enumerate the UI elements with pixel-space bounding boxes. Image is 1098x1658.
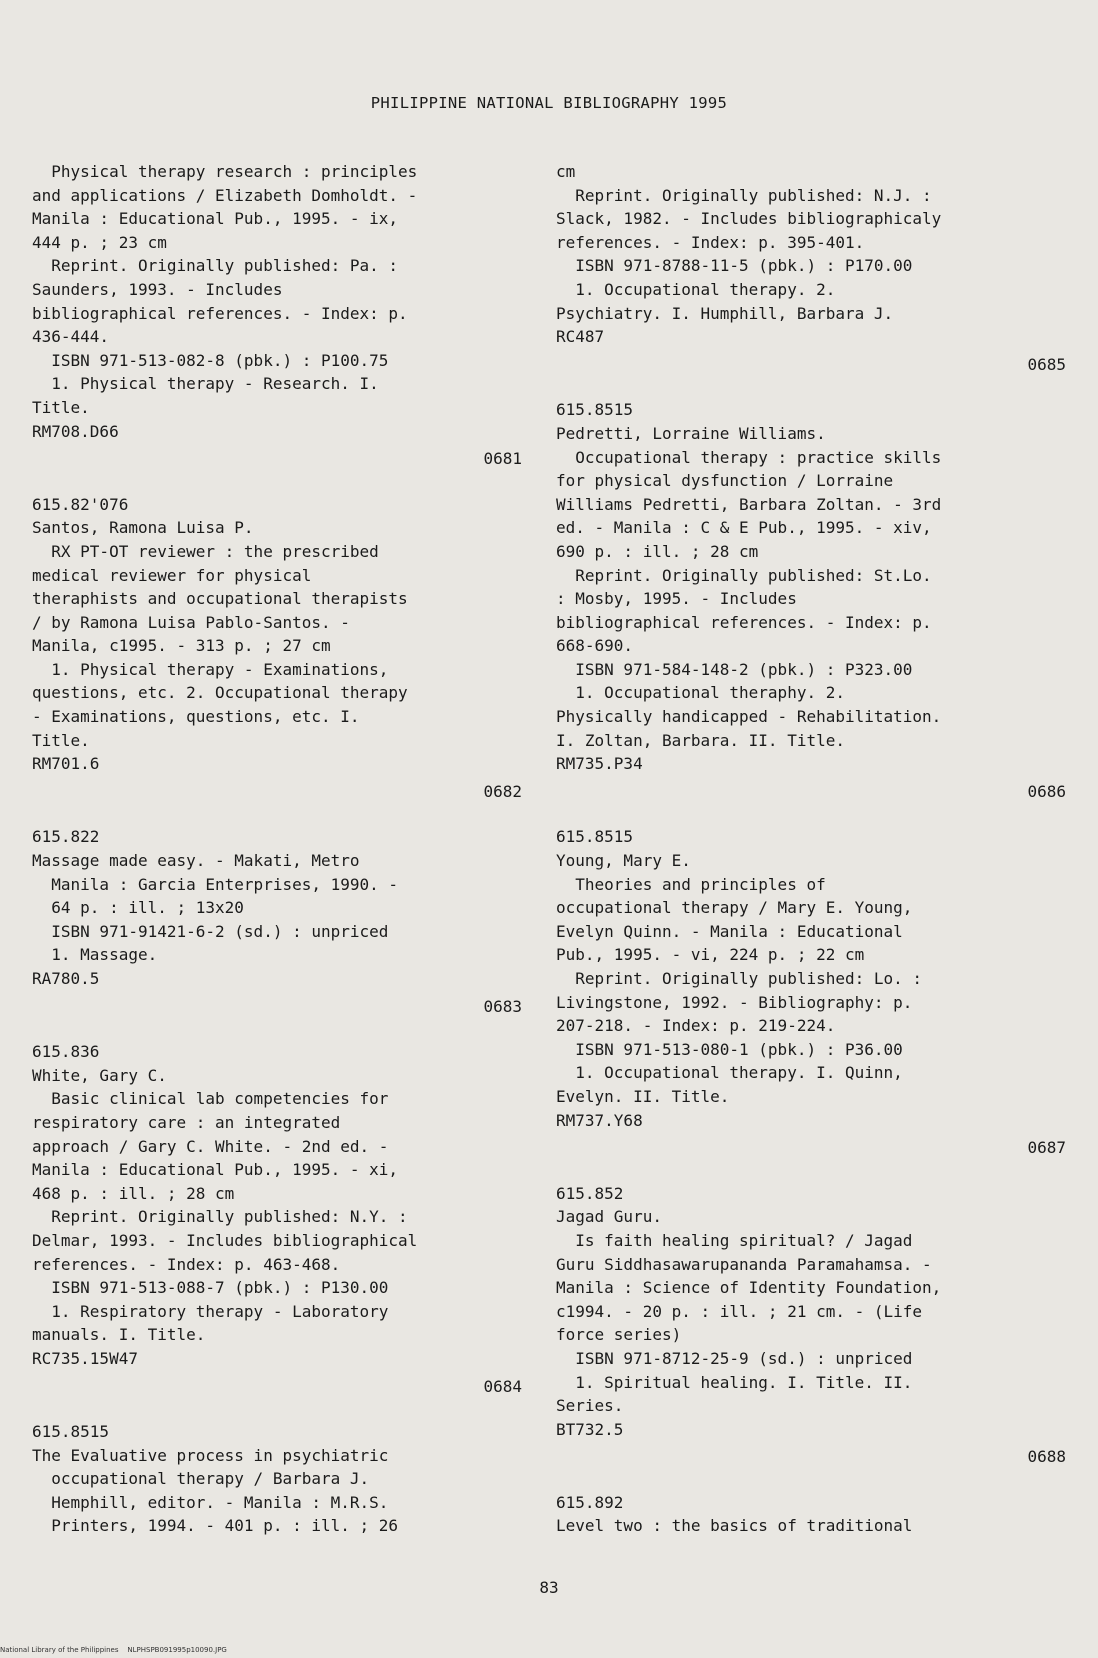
entry-line: medical reviewer for physical: [32, 565, 312, 585]
entry-line: Manila, c1995. - 313 p. ; 27 cm: [32, 636, 331, 656]
entry-line: theraphists and occupational therapists: [32, 589, 408, 609]
entry-line: bibliographical references. - Index: p.: [556, 612, 932, 632]
entry-line: references. - Index: p. 463-468.: [32, 1254, 341, 1274]
entry-line: ISBN 971-584-148-2 (pbk.) : P323.00: [556, 659, 913, 679]
entry-line: Slack, 1982. - Includes bibliographicaly: [556, 209, 942, 229]
entry-line: 1. Physical therapy - Examinations,: [32, 659, 389, 679]
entry-line: Hemphill, editor. - Manila : M.R.S.: [32, 1492, 389, 1512]
entry-number: 0688: [1027, 1447, 1066, 1467]
entry-line: ISBN 971-513-080-1 (pbk.) : P36.00: [556, 1039, 903, 1059]
entry-line: c1994. - 20 p. : ill. ; 21 cm. - (Life: [556, 1301, 923, 1321]
entry-line: White, Gary C.: [32, 1065, 167, 1085]
left-column: [32, 160, 532, 1538]
scan-footer: National Library of the Philippines NLPHSPB091995p10090.JPG: [0, 1646, 227, 1654]
entry-line: Livingstone, 1992. - Bibliography: p.: [556, 992, 913, 1012]
entry-line: Title.: [32, 730, 90, 750]
entry-line: 690 p. : ill. ; 28 cm: [556, 541, 759, 561]
entry-line: 615.822: [32, 827, 100, 847]
bibliography-entry: [32, 493, 532, 804]
entry-line: 615.82'076: [32, 494, 129, 514]
entry-line: Massage made easy. - Makati, Metro: [32, 851, 360, 871]
entry-line: Reprint. Originally published: N.Y. :: [32, 1207, 408, 1227]
entry-line: cm: [556, 162, 576, 181]
entry-line: 615.8515: [32, 1422, 110, 1442]
entry-line: questions, etc. 2. Occupational therapy: [32, 683, 408, 703]
entry-line: Physical therapy research : principles: [32, 162, 418, 181]
entry-line: Williams Pedretti, Barbara Zoltan. - 3rd: [556, 494, 942, 514]
entry-line: 1. Massage.: [32, 945, 158, 965]
bibliography-entry: [556, 160, 1076, 376]
entry-line: 615.8515: [556, 827, 634, 847]
entry-line: occupational therapy / Barbara J.: [32, 1469, 370, 1489]
bibliography-entry: [32, 1420, 532, 1538]
entry-line: respiratory care : an integrated: [32, 1112, 341, 1132]
entry-line: ISBN 971-513-082-8 (pbk.) : P100.75: [32, 350, 389, 370]
entry-line: Santos, Ramona Luisa P.: [32, 518, 254, 538]
entry-line: Printers, 1994. - 401 p. : ill. ; 26: [32, 1516, 399, 1536]
entry-line: Reprint. Originally published: Pa. :: [32, 256, 399, 276]
entry-line: references. - Index: p. 395-401.: [556, 232, 865, 252]
entry-number: 0681: [483, 449, 522, 469]
entry-line: bibliographical references. - Index: p.: [32, 303, 408, 323]
entry-line: 207-218. - Index: p. 219-224.: [556, 1016, 836, 1036]
right-column: [556, 160, 1076, 1538]
entry-line: Manila : Educational Pub., 1995. - xi,: [32, 1160, 399, 1180]
entry-line: force series): [556, 1325, 682, 1345]
entry-line: Pedretti, Lorraine Williams.: [556, 423, 826, 443]
entry-line: Is faith healing spiritual? / Jagad: [556, 1230, 913, 1250]
entry-line: Psychiatry. I. Humphill, Barbara J.: [556, 303, 894, 323]
entry-number: 0685: [1027, 354, 1066, 374]
entry-number: 0683: [483, 996, 522, 1016]
entry-line: Reprint. Originally published: St.Lo.: [556, 565, 932, 585]
entry-line: I. Zoltan, Barbara. II. Title.: [556, 730, 845, 750]
entry-line: Occupational therapy : practice skills: [556, 447, 942, 467]
entry-number: 0686: [1027, 781, 1066, 801]
bibliography-entry: [556, 825, 1076, 1159]
entry-line: 615.836: [32, 1042, 100, 1062]
entry-line: RM737.Y68: [556, 1110, 643, 1130]
entry-line: occupational therapy / Mary E. Young,: [556, 898, 913, 918]
entry-line: 1. Occupational therapy. I. Quinn,: [556, 1063, 903, 1083]
entry-line: ISBN 971-8788-11-5 (pbk.) : P170.00: [556, 256, 913, 276]
entry-line: Manila : Science of Identity Foundation,: [556, 1278, 942, 1298]
entry-line: ISBN 971-8712-25-9 (sd.) : unpriced: [556, 1348, 913, 1368]
entry-line: RM735.P34: [556, 754, 643, 774]
entry-line: Evelyn Quinn. - Manila : Educational: [556, 921, 903, 941]
entry-line: 615.852: [556, 1183, 624, 1203]
entry-line: 1. Occupational theraphy. 2.: [556, 683, 845, 703]
entry-line: : Mosby, 1995. - Includes: [556, 589, 797, 609]
entry-line: RX PT-OT reviewer : the prescribed: [32, 541, 379, 561]
entry-line: RM708.D66: [32, 421, 119, 441]
entry-line: Level two : the basics of traditional: [556, 1516, 913, 1536]
entry-line: Jagad Guru.: [556, 1207, 662, 1227]
entry-line: 1. Respiratory therapy - Laboratory: [32, 1301, 389, 1321]
entry-line: RC735.15W47: [32, 1348, 138, 1368]
bibliography-entry: [32, 825, 532, 1018]
entry-line: 444 p. ; 23 cm: [32, 232, 167, 252]
entry-line: 468 p. : ill. ; 28 cm: [32, 1183, 235, 1203]
entry-line: Title.: [32, 397, 90, 417]
bibliography-entry: [32, 160, 532, 471]
bibliography-entry: [556, 1182, 1076, 1469]
entry-line: and applications / Elizabeth Domholdt. -: [32, 185, 418, 205]
bibliography-entry: [32, 1040, 532, 1398]
entry-line: 668-690.: [556, 636, 634, 656]
entry-line: Guru Siddhasawarupananda Paramahamsa. -: [556, 1254, 932, 1274]
entry-line: Series.: [556, 1396, 624, 1416]
entry-line: Basic clinical lab competencies for: [32, 1089, 389, 1109]
entry-line: Pub., 1995. - vi, 224 p. ; 22 cm: [556, 945, 865, 965]
entry-line: Manila : Garcia Enterprises, 1990. -: [32, 874, 399, 894]
entry-line: 1. Spiritual healing. I. Title. II.: [556, 1372, 913, 1392]
entry-line: 615.8515: [556, 400, 634, 420]
entry-line: RA780.5: [32, 969, 100, 988]
entry-line: - Examinations, questions, etc. I.: [32, 707, 360, 727]
entry-line: ed. - Manila : C & E Pub., 1995. - xiv,: [556, 518, 932, 538]
entry-line: RM701.6: [32, 754, 100, 774]
page-number: 83: [539, 1578, 559, 1597]
entry-line: The Evaluative process in psychiatric: [32, 1445, 389, 1465]
entry-line: ISBN 971-91421-6-2 (sd.) : unpriced: [32, 921, 389, 941]
entry-line: / by Ramona Luisa Pablo-Santos. -: [32, 612, 350, 632]
entry-line: BT732.5: [556, 1419, 624, 1439]
entry-line: approach / Gary C. White. - 2nd ed. -: [32, 1136, 389, 1156]
bibliography-entry: [556, 1491, 1076, 1538]
entry-line: for physical dysfunction / Lorraine: [556, 471, 894, 491]
entry-line: Physically handicapped - Rehabilitation.: [556, 707, 942, 727]
bibliography-entry: [556, 398, 1076, 803]
entry-line: 436-444.: [32, 327, 110, 347]
entry-line: Theories and principles of: [556, 874, 826, 894]
entry-line: 1. Physical therapy - Research. I.: [32, 374, 379, 394]
entry-line: ISBN 971-513-088-7 (pbk.) : P130.00: [32, 1278, 389, 1298]
entry-line: 615.892: [556, 1492, 624, 1512]
entry-line: Evelyn. II. Title.: [556, 1086, 730, 1106]
entry-line: Saunders, 1993. - Includes: [32, 279, 283, 299]
entry-line: RC487: [556, 327, 605, 347]
entry-line: 1. Occupational therapy. 2.: [556, 279, 836, 299]
entry-number: 0687: [1027, 1138, 1066, 1158]
entry-line: Reprint. Originally published: N.J. :: [556, 185, 932, 205]
entry-line: Delmar, 1993. - Includes bibliographical: [32, 1230, 418, 1250]
entry-number: 0682: [483, 781, 522, 801]
entry-line: manuals. I. Title.: [32, 1325, 206, 1345]
entry-number: 0684: [483, 1376, 522, 1396]
entry-line: Young, Mary E.: [556, 851, 691, 871]
entry-line: 64 p. : ill. ; 13x20: [32, 898, 244, 918]
page-header: PHILIPPINE NATIONAL BIBLIOGRAPHY 1995: [370, 94, 728, 112]
entry-line: Reprint. Originally published: Lo. :: [556, 969, 923, 988]
entry-line: Manila : Educational Pub., 1995. - ix,: [32, 209, 399, 229]
